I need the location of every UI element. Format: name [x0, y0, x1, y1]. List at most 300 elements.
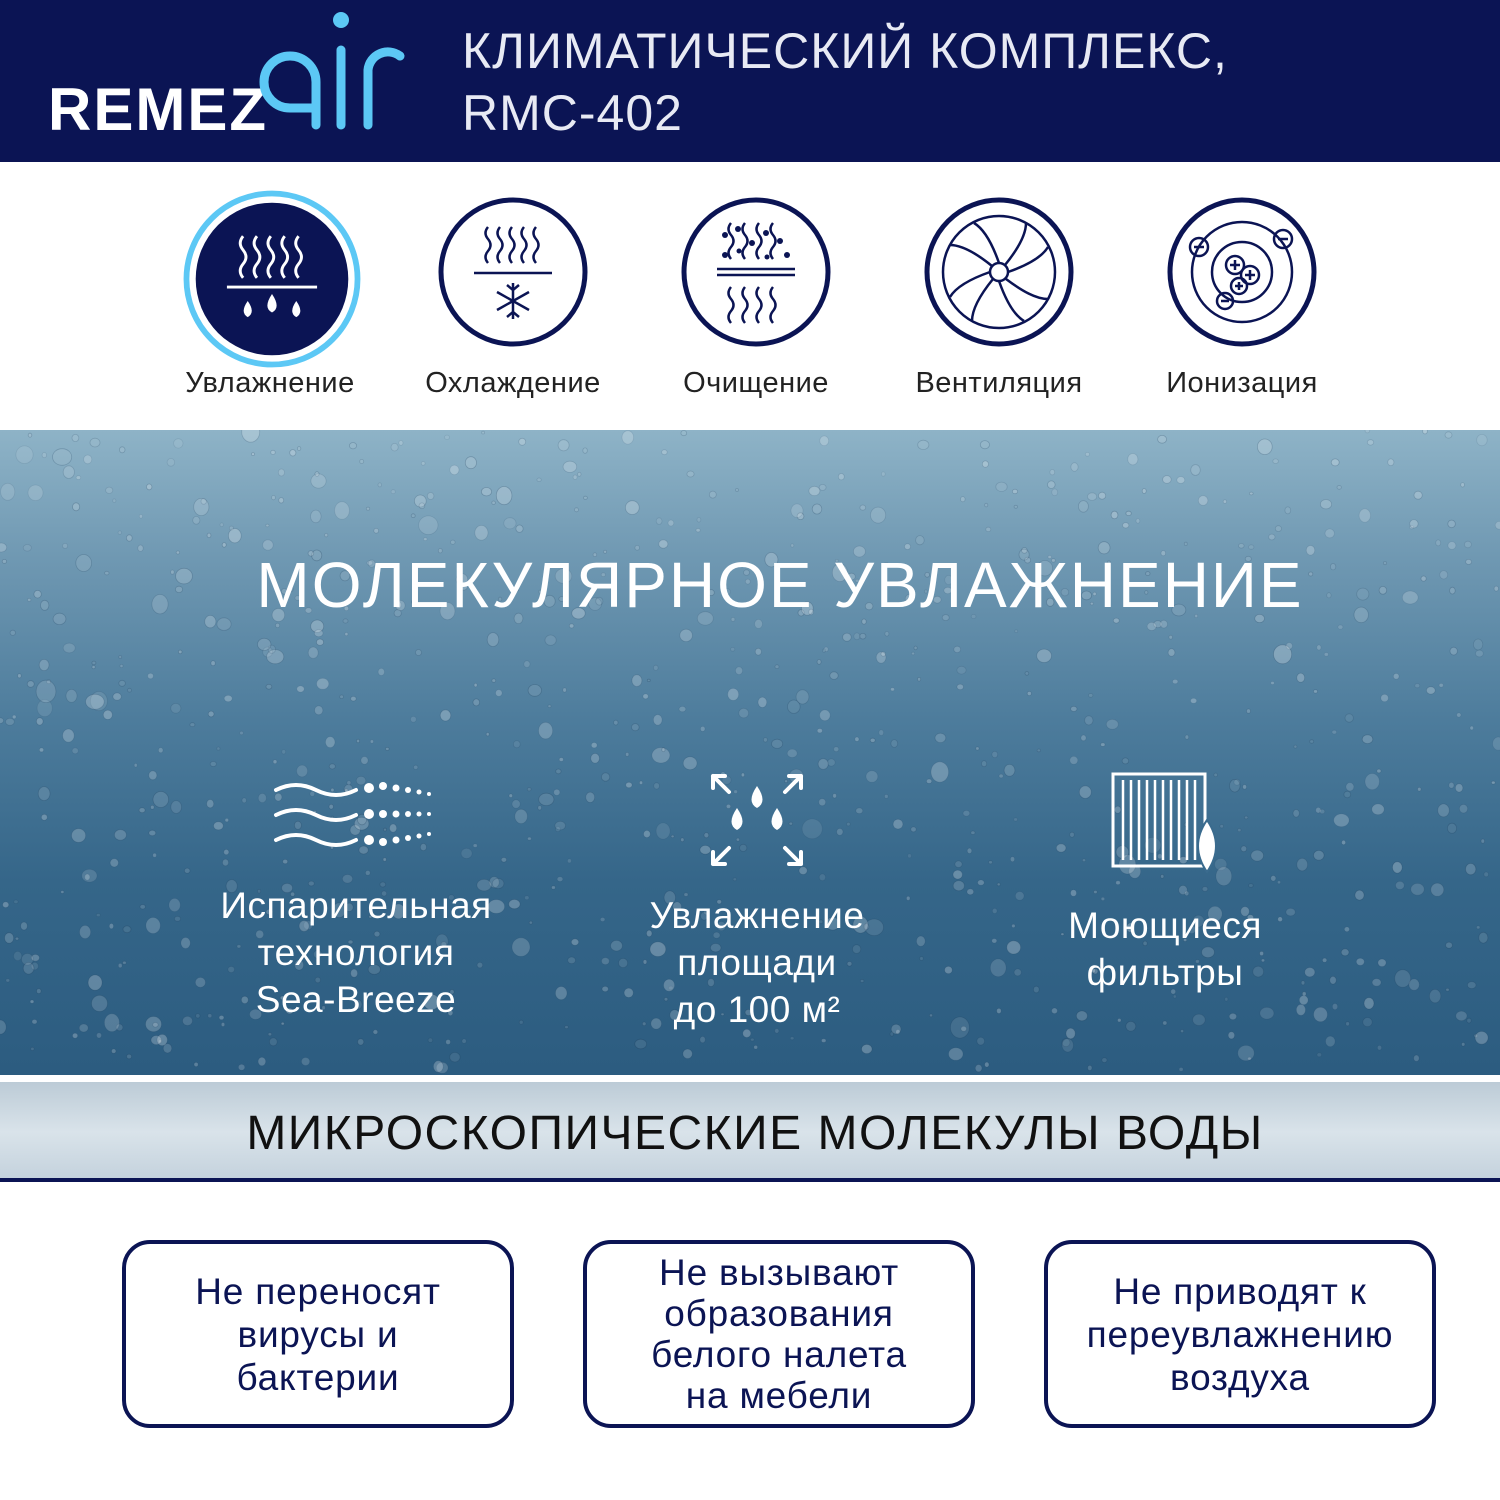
water-droplet [986, 527, 991, 531]
feature-ionization[interactable] [1122, 185, 1362, 415]
feature-label: Ионизация [1166, 367, 1318, 399]
water-droplet [1475, 1031, 1488, 1044]
benefit-line: Увлажнение [649, 895, 865, 936]
water-droplet [1355, 890, 1364, 900]
water-droplet [311, 510, 322, 523]
water-droplet [1147, 622, 1156, 630]
water-droplet [171, 703, 181, 713]
water-droplet [687, 471, 694, 477]
water-droplet [971, 831, 975, 834]
benefit-text [587, 892, 927, 1033]
water-droplet [529, 921, 532, 924]
fact-card-white-deposit [583, 1240, 975, 1428]
water-droplet [229, 526, 233, 530]
water-droplet [1081, 735, 1086, 741]
water-droplet [1048, 481, 1056, 489]
water-droplet [1269, 534, 1275, 540]
water-droplet [957, 684, 964, 690]
benefit-line: Испарительная [220, 885, 492, 926]
water-droplet [1455, 784, 1463, 792]
water-droplet [411, 514, 415, 518]
water-droplet [106, 487, 113, 493]
water-droplet [210, 762, 216, 767]
water-droplet [1337, 486, 1341, 490]
water-droplet [881, 652, 886, 656]
water-droplet [450, 1052, 460, 1062]
water-droplet [1395, 970, 1411, 988]
water-droplet [1071, 706, 1077, 711]
water-droplet [930, 1014, 933, 1017]
water-droplet [1071, 463, 1078, 472]
water-droplet [1484, 872, 1489, 877]
water-droplet [217, 747, 220, 750]
water-droplet [238, 1064, 244, 1070]
water-droplet [575, 508, 579, 512]
water-droplet [1317, 1053, 1322, 1057]
water-droplet [126, 535, 132, 541]
benefit-text [186, 882, 526, 1023]
water-droplet [317, 678, 329, 689]
water-droplet [871, 507, 886, 523]
water-droplet [399, 441, 403, 446]
water-droplet [1409, 979, 1419, 990]
feature-ventilation[interactable] [879, 185, 1119, 415]
water-droplet [450, 465, 459, 475]
water-droplet [378, 668, 384, 675]
water-droplet [351, 696, 357, 701]
water-droplet [1294, 745, 1297, 748]
water-droplet [709, 491, 716, 498]
water-droplet [414, 765, 418, 769]
banner-title: МОЛЕКУЛЯРНОЕ УВЛАЖНЕНИЕ [256, 549, 1304, 621]
water-droplet [519, 438, 526, 445]
water-droplet [1088, 493, 1097, 501]
water-droplet [735, 667, 742, 675]
water-droplet [843, 633, 852, 641]
water-droplet [926, 779, 931, 783]
water-droplet [316, 639, 323, 645]
washable-filter-icon [1105, 770, 1225, 880]
water-droplet [10, 630, 15, 635]
water-droplet [775, 665, 779, 669]
water-droplet [1163, 1021, 1167, 1025]
subtitle-band [0, 1082, 1500, 1182]
water-droplet [127, 1054, 132, 1059]
water-droplet [653, 715, 662, 726]
water-droplet [854, 633, 860, 640]
header [0, 0, 1500, 162]
water-droplet [950, 1017, 969, 1038]
cooling-icon [436, 195, 590, 349]
water-droplet [654, 665, 659, 670]
feature-purify[interactable] [636, 185, 876, 415]
water-droplet [169, 898, 180, 911]
benefit-area [587, 770, 927, 1033]
water-droplet [1341, 949, 1349, 956]
water-droplet [66, 689, 77, 702]
water-droplet [1446, 942, 1453, 948]
water-droplet [556, 769, 561, 774]
water-droplet [1436, 540, 1441, 546]
card-line: Не вызывают [659, 1252, 899, 1293]
water-droplet [679, 706, 686, 711]
water-droplet [335, 502, 350, 520]
water-droplet [1066, 1028, 1075, 1039]
water-droplet [838, 474, 844, 480]
water-droplet [1448, 520, 1456, 528]
water-droplet [1363, 1018, 1372, 1027]
sea-breeze-icon [271, 770, 441, 860]
card-text [651, 1252, 907, 1416]
water-droplet [563, 461, 577, 472]
water-droplet [822, 649, 825, 652]
water-droplet [1099, 492, 1106, 499]
water-droplet [985, 1062, 989, 1067]
water-droplet [358, 1039, 364, 1045]
fact-card-viruses [122, 1240, 514, 1428]
water-droplet [258, 638, 271, 650]
water-droplet [817, 660, 821, 665]
water-droplet [812, 504, 822, 514]
water-droplet [700, 726, 705, 731]
water-droplet [1198, 496, 1208, 506]
water-droplet [118, 963, 122, 967]
feature-humidify[interactable] [150, 185, 390, 415]
water-droplet [73, 503, 80, 511]
water-droplet [53, 449, 72, 466]
water-droplet [0, 718, 4, 724]
water-droplet [110, 859, 118, 867]
water-droplet [1414, 491, 1422, 499]
water-droplet [1396, 881, 1405, 889]
water-droplet [5, 718, 14, 725]
water-droplet [496, 690, 503, 697]
water-droplet [992, 751, 998, 757]
water-droplet [492, 679, 496, 682]
water-droplet [228, 529, 241, 543]
water-droplet [92, 995, 108, 1011]
water-droplet [103, 710, 112, 719]
water-droplet [1381, 694, 1389, 701]
water-droplet [14, 951, 22, 960]
water-droplet [1345, 714, 1353, 722]
water-droplet [754, 1045, 758, 1049]
water-droplet [273, 760, 277, 764]
water-droplet [297, 686, 304, 692]
water-droplet [157, 1034, 167, 1045]
water-droplet [1342, 840, 1346, 844]
water-droplet [967, 889, 974, 895]
water-droplet [1449, 782, 1454, 788]
water-droplet [1447, 823, 1456, 833]
water-droplet [440, 710, 451, 721]
water-droplet [1122, 758, 1129, 764]
water-droplet [297, 447, 300, 451]
water-droplet [659, 540, 668, 548]
feature-label: Увлажнение [185, 367, 355, 399]
water-droplet [27, 681, 34, 688]
water-droplet [1223, 500, 1226, 504]
water-droplet [475, 525, 488, 540]
feature-label: Вентиляция [915, 367, 1083, 399]
water-droplet [416, 650, 422, 656]
water-droplet [72, 748, 78, 754]
water-droplet [755, 648, 761, 655]
water-droplet [18, 674, 22, 678]
water-droplet [975, 1065, 982, 1072]
water-droplet [386, 747, 390, 750]
water-droplet [1076, 1011, 1087, 1021]
water-droplet [1273, 459, 1279, 464]
water-droplet [266, 524, 269, 527]
water-droplet [290, 450, 296, 456]
water-droplet [891, 688, 895, 691]
benefit-line: технология [257, 932, 455, 973]
water-droplet [680, 629, 693, 641]
water-droplet [656, 518, 662, 525]
brand-logo [48, 10, 468, 150]
water-droplet [954, 646, 961, 652]
water-droplet [171, 801, 182, 814]
water-droplet [935, 733, 946, 742]
water-droplet [72, 434, 79, 441]
water-droplet [697, 518, 701, 523]
water-droplet [496, 487, 512, 505]
water-droplet [912, 652, 915, 655]
water-droplet [1314, 690, 1318, 693]
water-droplet [931, 762, 949, 782]
water-droplet [1344, 927, 1349, 932]
water-droplet [961, 497, 966, 502]
water-droplet [345, 633, 348, 636]
water-droplet [1439, 683, 1443, 687]
water-droplet [504, 518, 516, 529]
product-title [462, 20, 1228, 144]
water-droplet [190, 723, 195, 727]
water-droplet [997, 1008, 1002, 1013]
card-line: бактерии [236, 1356, 400, 1398]
water-droplet [6, 979, 10, 982]
water-droplet [1359, 509, 1370, 522]
water-droplet [301, 1058, 309, 1066]
water-droplet [1467, 982, 1476, 989]
water-droplet [635, 1039, 647, 1049]
water-droplet [41, 814, 47, 820]
water-droplet [1462, 1043, 1465, 1047]
water-droplet [881, 472, 885, 476]
water-droplet [1168, 649, 1175, 657]
water-droplet [1297, 673, 1305, 682]
water-droplet [1346, 1022, 1350, 1026]
water-droplet [349, 443, 356, 449]
water-droplet [955, 861, 962, 868]
water-droplet [1356, 958, 1364, 965]
water-droplet [151, 805, 155, 809]
water-droplet [424, 538, 427, 541]
water-droplet [1445, 432, 1452, 438]
water-droplet [1184, 542, 1187, 545]
water-droplet [1062, 1039, 1073, 1052]
water-droplet [1070, 756, 1078, 764]
water-droplet [830, 672, 838, 680]
water-droplet [1285, 507, 1291, 514]
water-droplet [465, 457, 476, 469]
water-droplet [1296, 1004, 1305, 1015]
water-droplet [325, 533, 328, 536]
water-droplet [791, 504, 803, 518]
water-droplet [513, 741, 520, 748]
card-line: Не приводят к [1113, 1270, 1367, 1312]
water-droplet [1257, 439, 1272, 455]
water-droplet [555, 821, 566, 830]
water-droplet [1228, 1032, 1234, 1039]
water-droplet [433, 1061, 443, 1072]
logo-text-remez: REMEZ [48, 76, 268, 143]
water-droplet [1299, 996, 1308, 1005]
water-droplet [92, 666, 95, 669]
water-droplet [559, 758, 563, 762]
water-droplet [573, 475, 577, 479]
water-droplet [340, 695, 344, 699]
water-droplet [953, 870, 962, 879]
water-droplet [109, 924, 113, 929]
water-droplet [148, 673, 154, 679]
fact-card-overhumidify [1044, 1240, 1436, 1428]
water-droplet [1461, 483, 1465, 487]
water-droplet [112, 1049, 116, 1053]
water-droplet [266, 684, 272, 689]
water-droplet [128, 688, 132, 692]
water-droplet [315, 706, 323, 715]
water-droplet [591, 753, 600, 763]
water-droplet [1238, 1045, 1254, 1060]
water-droplet [119, 447, 125, 453]
water-droplet [1260, 1007, 1274, 1019]
water-droplet [1410, 520, 1418, 528]
water-droplet [360, 459, 364, 463]
water-droplet [1377, 1045, 1381, 1050]
water-droplet [113, 499, 116, 503]
water-droplet [996, 482, 1007, 491]
water-droplet [1106, 719, 1118, 729]
water-droplet [84, 455, 92, 464]
card-line: Не переносят [195, 1270, 441, 1312]
water-droplet [1364, 998, 1374, 1009]
water-droplet [1473, 639, 1482, 650]
water-droplet [989, 861, 993, 864]
water-droplet [1193, 1014, 1206, 1025]
water-droplet [39, 748, 43, 752]
water-droplet [39, 659, 49, 670]
water-droplet [1191, 465, 1201, 476]
water-droplet [158, 748, 163, 753]
water-droplet [1377, 769, 1381, 773]
water-droplet [949, 1048, 963, 1061]
water-droplet [119, 656, 122, 659]
water-droplet [1050, 470, 1055, 475]
water-droplet [569, 624, 574, 628]
feature-cooling[interactable] [393, 185, 633, 415]
water-droplet [524, 661, 530, 668]
fan-icon [922, 195, 1076, 349]
water-droplet [625, 501, 639, 515]
water-droplet [1467, 1018, 1471, 1023]
water-droplet [739, 708, 749, 718]
water-droplet [308, 647, 318, 658]
water-droplet [681, 431, 687, 436]
card-text [1087, 1270, 1394, 1399]
water-droplet [583, 496, 587, 499]
water-droplet [146, 918, 160, 934]
water-droplet [12, 715, 16, 719]
water-droplet [82, 869, 97, 882]
water-droplet [751, 1038, 755, 1041]
water-droplet [92, 661, 96, 665]
water-droplet [1324, 653, 1328, 657]
water-droplet [366, 507, 369, 510]
water-droplet [1320, 500, 1331, 509]
card-line: вирусы и [237, 1313, 399, 1355]
water-droplet [916, 536, 925, 545]
water-droplet [1325, 529, 1334, 538]
water-droplet [242, 430, 260, 442]
water-droplet [79, 1024, 88, 1032]
water-droplet [568, 957, 576, 964]
water-droplet [104, 1014, 119, 1032]
water-droplet [118, 531, 121, 534]
card-line: образования [664, 1293, 894, 1334]
water-droplet [1158, 435, 1167, 443]
water-droplet [201, 499, 206, 505]
water-droplet [1123, 523, 1129, 528]
water-droplet [578, 472, 581, 476]
water-droplet [149, 830, 156, 836]
water-droplet [1411, 883, 1424, 895]
water-droplet [1118, 1019, 1121, 1022]
water-droplet [885, 632, 889, 637]
water-droplet [918, 677, 921, 681]
water-droplet [419, 516, 438, 535]
water-droplet [1185, 735, 1189, 739]
water-droplet [980, 441, 989, 449]
water-droplet [1459, 804, 1467, 813]
water-droplet [391, 490, 395, 494]
water-droplet [139, 515, 142, 519]
water-droplet [1470, 726, 1473, 730]
water-droplet [1464, 541, 1471, 548]
water-droplet [391, 443, 398, 451]
water-droplet [1392, 862, 1402, 873]
water-droplet [918, 440, 929, 449]
water-droplet [1495, 521, 1500, 529]
water-droplet [240, 731, 244, 735]
water-droplet [817, 729, 822, 733]
water-droplet [1334, 814, 1349, 827]
water-droplet [1365, 430, 1370, 433]
water-droplet [378, 483, 382, 487]
water-droplet [1466, 863, 1476, 874]
water-droplet [891, 740, 898, 748]
water-droplet [419, 503, 425, 509]
water-droplet [31, 1047, 34, 1050]
water-droplet [30, 1000, 34, 1003]
water-droplet [14, 900, 18, 904]
water-droplet [1250, 492, 1254, 495]
water-droplet [568, 859, 572, 863]
water-droplet [1173, 679, 1178, 683]
water-droplet [538, 806, 542, 810]
water-droplet [361, 757, 368, 765]
